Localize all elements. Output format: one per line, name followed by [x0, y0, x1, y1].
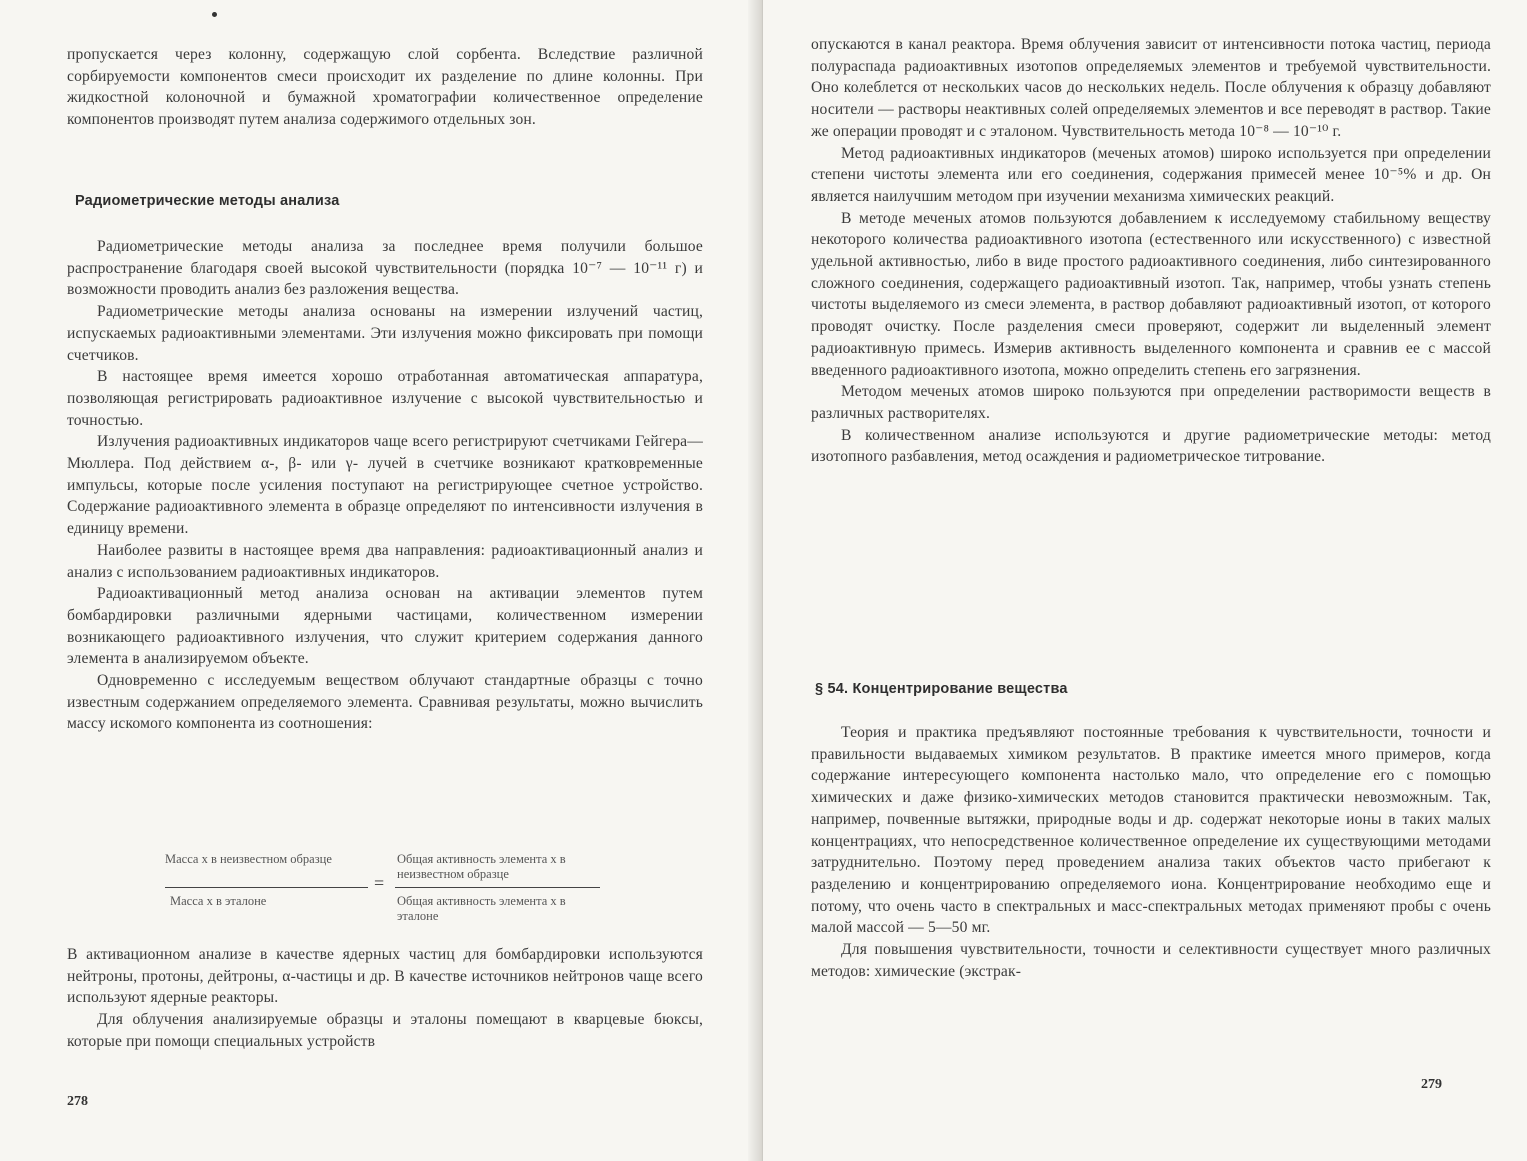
left-paragraph-3: В настоящее время имеется хорошо отработанная автоматическая аппаратура, позволяющая регистрировать радиоактивное излучение с высокой чувствительностью и точностью.: [67, 368, 703, 429]
formula-fraction-bar-left: [165, 887, 368, 888]
activity-ratio-formula: [165, 852, 605, 936]
right-paragraph-2: Метод радиоактивных индикаторов (меченых атомов) широко используется при определении степени чистоты элемента или его соединения, содержания примесей менее 10⁻⁵% и др. Он является наилучшим методом при изучении механизма химических реакций.: [811, 144, 1491, 205]
formula-fraction-bar-right: [395, 887, 600, 888]
left-page: [0, 0, 763, 1161]
formula-denominator-right: Общая активность элемента x в эталоне: [397, 894, 566, 923]
right-page: [763, 0, 1527, 1161]
left-paragraph-1: Радиометрические методы анализа за последнее время получили большое распространение благодаря своей высокой чувствительности (порядка 10⁻⁷ — 10⁻¹¹ г) и возможности проводить анализ без разложения вещества.: [67, 238, 703, 299]
page-number-right: 279: [1421, 1077, 1442, 1092]
right-paragraph-7: Для повышения чувствительности, точности и селективности существует много различных методов: химические (экстрак-: [811, 941, 1491, 980]
left-bottom-block: [67, 944, 703, 1053]
right-paragraph-4: Методом меченых атомов широко пользуются при определении растворимости веществ в различных растворителях.: [811, 383, 1491, 422]
left-paragraph-6: Радиоактивационный метод анализа основан на активации элементов путем бомбардировки различными ядерными частицами, количественном измерении возникающего радиоактивного излучения, что служит критерием содержания данного элемента в анализируемом объекте.: [67, 585, 703, 668]
section-heading-concentration: § 54. Концентрирование вещества: [815, 681, 1068, 697]
right-paragraph-5: В количественном анализе используются и другие радиометрические методы: метод изотопного разбавления, метод осаждения и радиометрическое титрование.: [811, 426, 1491, 466]
left-paragraph-5: Наиболее развиты в настоящее время два направления: радиоактивационный анализ и анализ с использованием радиоактивных индикаторов.: [67, 541, 703, 581]
print-speck: [212, 12, 217, 17]
page-number-left: 278: [67, 1094, 88, 1109]
left-intro-block: [67, 44, 703, 131]
section-heading-radiometric: Радиометрические методы анализа: [75, 193, 340, 209]
left-main-block: [67, 236, 703, 735]
formula-numerator-right: Общая активность элемента x в неизвестном образце: [397, 852, 566, 881]
right-bottom-block: [811, 722, 1491, 982]
right-paragraph-6: Теория и практика предъявляют постоянные требования к чувствительности, точности и правильности выдаваемых химиком результатов. В практике имеется много примеров, когда содержание интересующего компонента настолько мало, что определение его с помощью химических и даже физико-химических методов становится практически невозможным. Так, например, почвенные вытяжки, природные воды и др. содержат некоторые ионы в таких малых концентрациях, что непосредственное количественное определение их существующими методами затруднительно. Поэтому перед проведением анализа таких объектов часто прибегают к разделению и концентрированию определяемого иона. Концентрирование необходимо еще и потому, что очень часто в спектральных и масс-спектральных методах применяют пробы с очень малой массой — 5—50 мг.: [811, 724, 1491, 937]
right-paragraph-1: опускаются в канал реактора. Время облучения зависит от интенсивности потока частиц, периода полураспада радиоактивных изотопов определяемых элементов и требуемой чувствительности. Оно колеблется от нескольких часов до нескольких недель. После облучения к образцу добавляют носители — растворы неактивных солей определяемых элементов и все переводят в раствор. Такие же операции проводят и с эталоном. Чувствительность метода 10⁻⁸ — 10⁻¹⁰ г.: [811, 36, 1491, 140]
formula-numerator-left: Масса x в неизвестном образце: [165, 852, 332, 866]
left-paragraph-7: Одновременно с исследуемым веществом облучают стандартные образцы с точно известным содержанием определяемого элемента. Сравнивая результаты, можно вычислить массу искомого компонента из соотношения:: [67, 672, 703, 733]
right-top-block: [811, 34, 1491, 468]
left-paragraph-9: Для облучения анализируемые образцы и эталоны помещают в кварцевые бюксы, которые при помощи специальных устройств: [67, 1011, 703, 1050]
left-paragraph-8: В активационном анализе в качестве ядерных частиц для бомбардировки используются нейтроны, протоны, дейтроны, α-частицы и др. В качестве источников нейтронов чаще всего используют ядерные реакторы.: [67, 946, 703, 1007]
left-paragraph-2: Радиометрические методы анализа основаны на измерении излучений частиц, испускаемых радиоактивными элементами. Эти излучения можно фиксировать при помощи счетчиков.: [67, 303, 703, 364]
left-intro-paragraph: пропускается через колонну, содержащую слой сорбента. Вследствие различной сорбируемости компонентов смеси происходит их разделение по длине колонны. При жидкостной колоночной и бумажной хроматографии количественное определение компонентов производят путем анализа содержимого отдельных зон.: [67, 46, 703, 129]
right-paragraph-3: В методе меченых атомов пользуются добавлением к исследуемому стабильному веществу некоторого количества радиоактивного изотопа (естественного или искусственного) с известной удельной активностью, либо в виде простого радиоактивного соединения, либо синтезированного сложного соединения, содержащего радиоактивный изотоп. Так, например, чтобы узнать степень чистоты выделяемого из смеси элемента, в раствор добавляют радиоактивный изотоп, от которого проводят очистку. После разделения смеси проверяют, содержит ли выделенный элемент радиоактивную примесь. Измерив активность выделенного компонента и сравнив ее с массой введенного радиоактивного изотопа, можно определить степень его загрязнения.: [811, 209, 1491, 379]
formula-equals-sign: =: [374, 873, 385, 893]
left-paragraph-4: Излучения радиоактивных индикаторов чаще всего регистрируют счетчиками Гейгера—Мюллера. Под действием α-, β- или γ- лучей в счетчике возникают кратковременные импульсы, которые после усиления поступают на регистрирующее счетное устройство. Содержание радиоактивного элемента в образце определяют по интенсивности излучения в единицу времени.: [67, 433, 703, 538]
formula-denominator-left: Масса x в эталоне: [170, 894, 267, 908]
